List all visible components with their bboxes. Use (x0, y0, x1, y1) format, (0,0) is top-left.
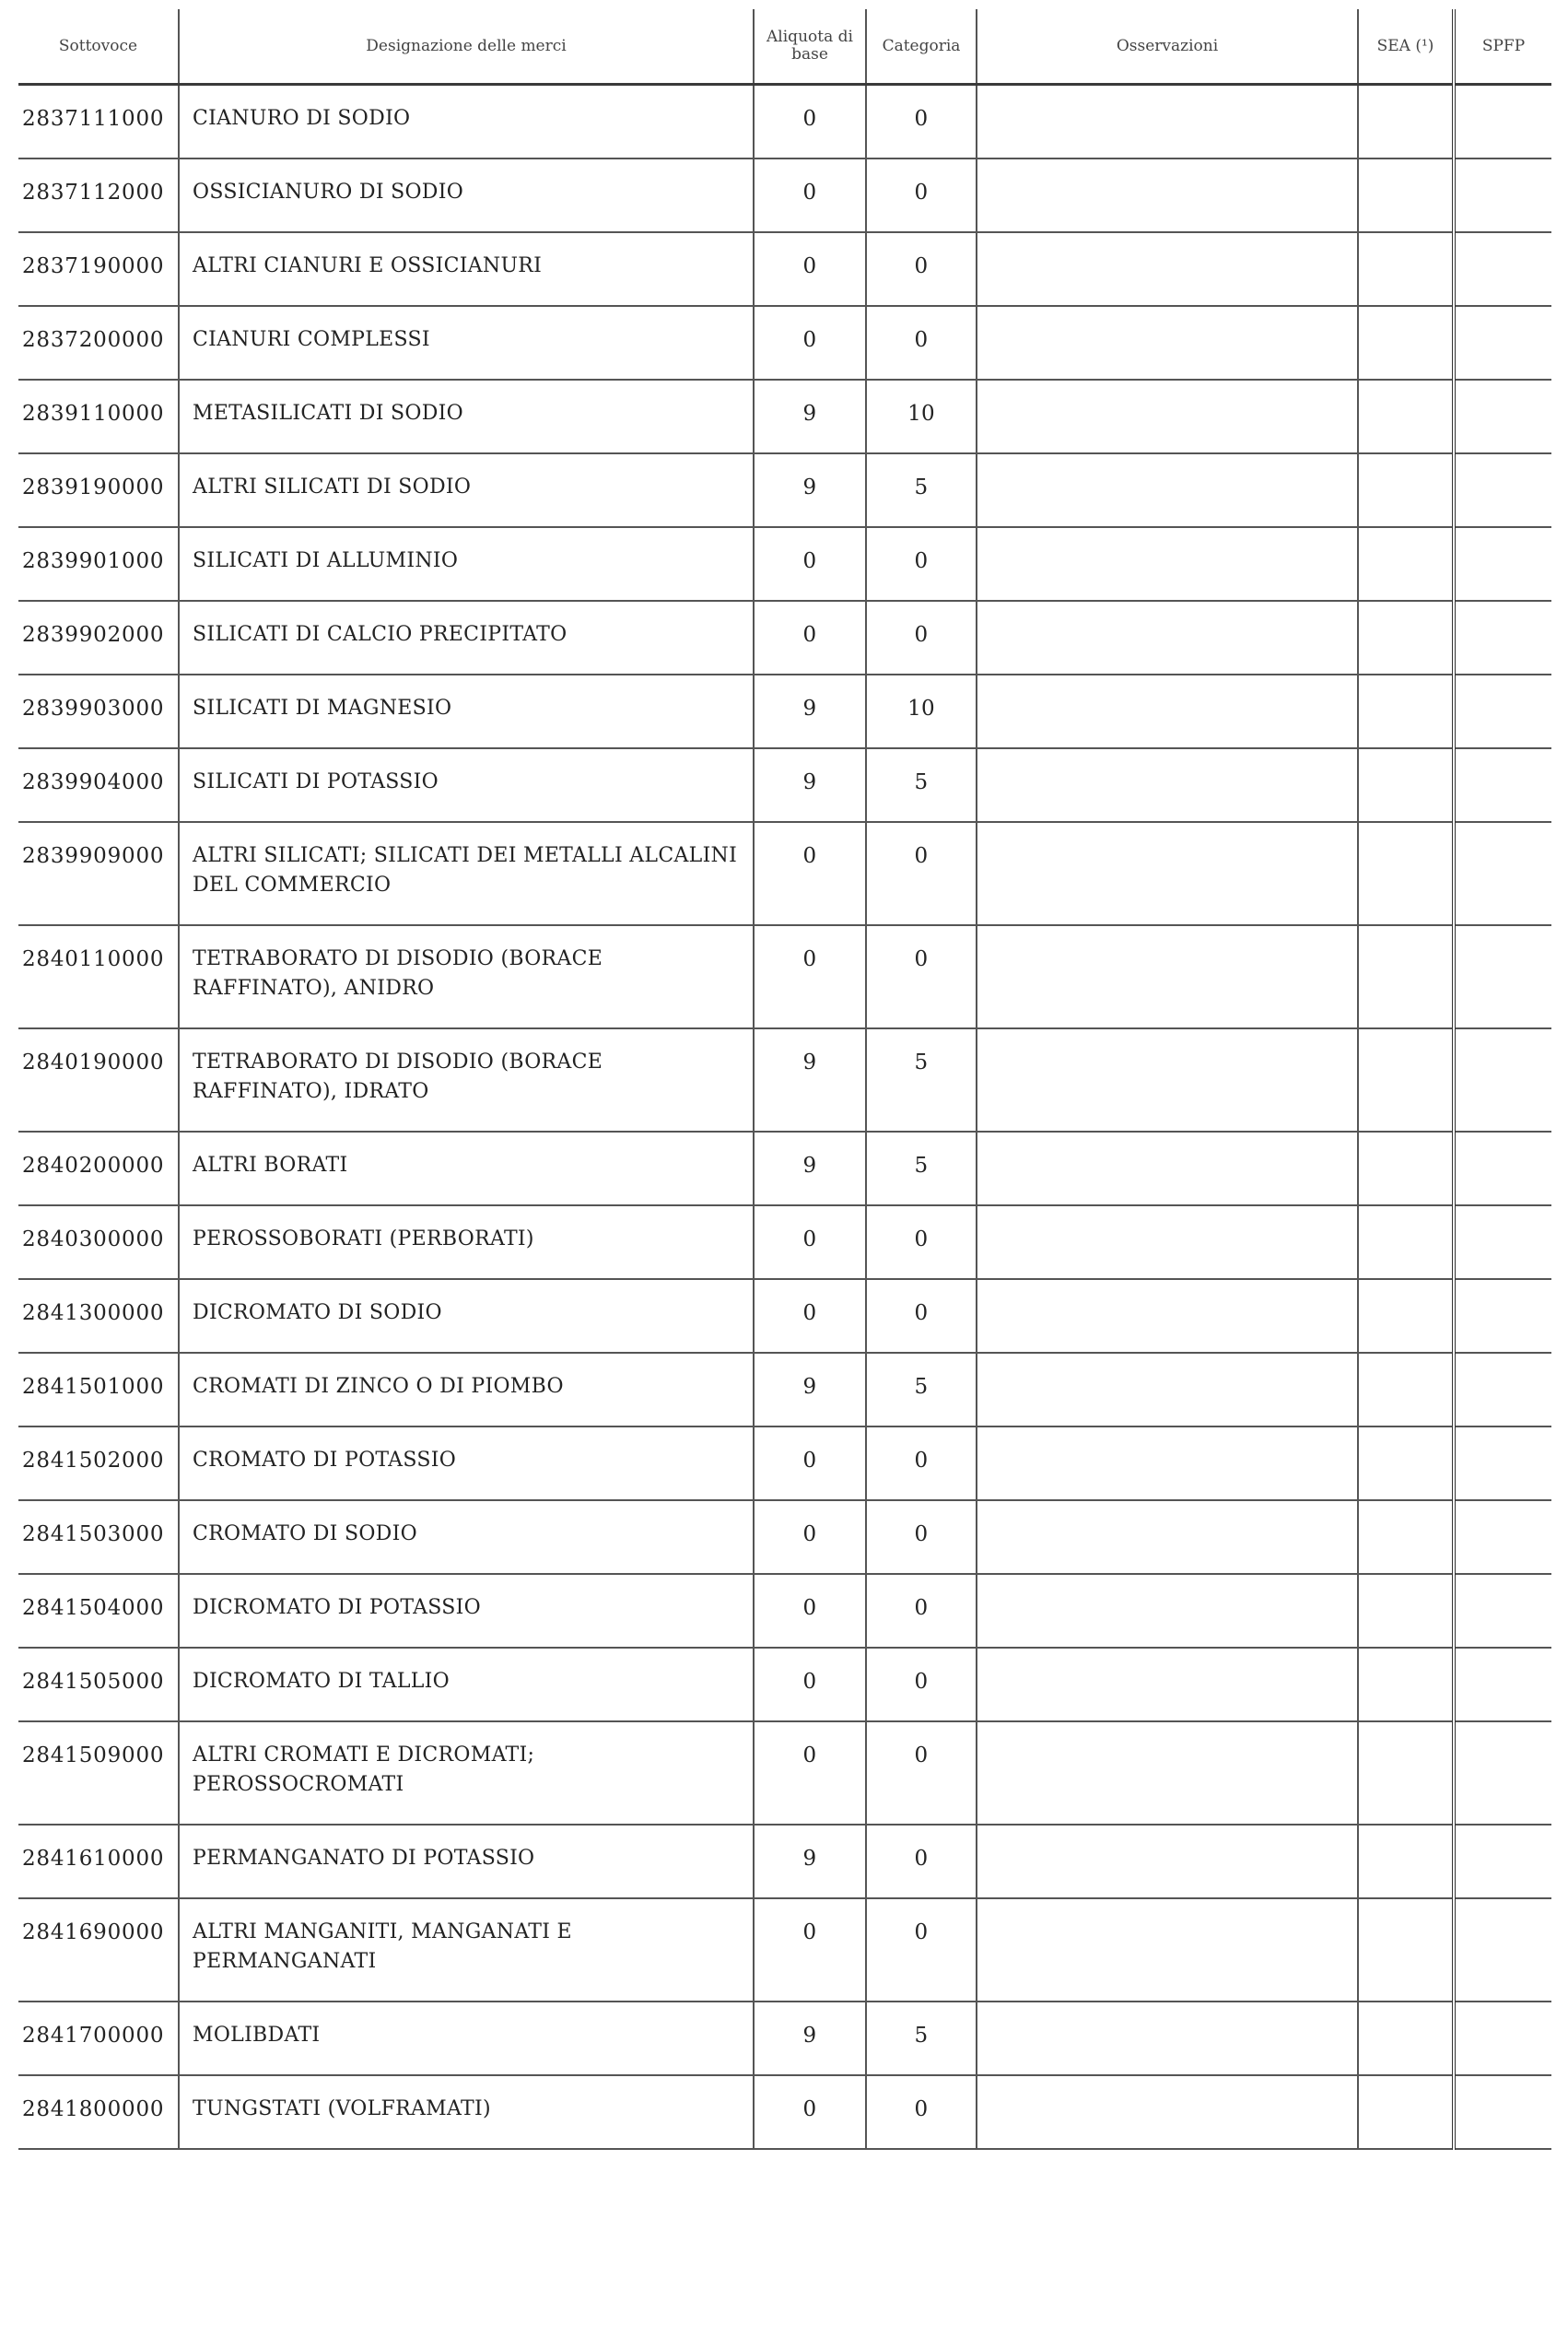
cell-sottovoce: 2841610000 (18, 1825, 179, 1898)
cell-aliquota: 0 (754, 822, 866, 925)
cell-sottovoce: 2839901000 (18, 527, 179, 601)
header-osservazioni: Osservazioni (977, 9, 1358, 85)
header-sottovoce: Sottovoce (18, 9, 179, 85)
cell-designazione: TUNGSTATI (VOLFRAMATI) (179, 2075, 754, 2149)
cell-categoria: 5 (866, 453, 977, 527)
cell-spfp (1454, 85, 1551, 159)
cell-spfp (1454, 1028, 1551, 1132)
cell-spfp (1454, 2002, 1551, 2075)
cell-sea (1358, 1500, 1454, 1574)
table-row (18, 1721, 1551, 1825)
cell-sottovoce: 2841700000 (18, 2002, 179, 2075)
cell-sea (1358, 675, 1454, 748)
cell-spfp (1454, 453, 1551, 527)
cell-sottovoce: 2841501000 (18, 1353, 179, 1426)
cell-categoria: 0 (866, 601, 977, 675)
cell-osservazioni (977, 1426, 1358, 1500)
cell-designazione: DICROMATO DI POTASSIO (179, 1574, 754, 1648)
cell-spfp (1454, 675, 1551, 748)
cell-osservazioni (977, 1500, 1358, 1574)
cell-osservazioni (977, 1279, 1358, 1353)
cell-designazione: ALTRI MANGANITI, MANGANATI E PERMANGANATI (179, 1898, 754, 2002)
cell-categoria: 5 (866, 1353, 977, 1426)
cell-spfp (1454, 822, 1551, 925)
cell-sottovoce: 2840110000 (18, 925, 179, 1028)
cell-categoria: 0 (866, 527, 977, 601)
cell-spfp (1454, 1132, 1551, 1205)
cell-osservazioni (977, 527, 1358, 601)
cell-sottovoce: 2840190000 (18, 1028, 179, 1132)
cell-aliquota: 9 (754, 675, 866, 748)
cell-sea (1358, 453, 1454, 527)
cell-designazione: ALTRI SILICATI DI SODIO (179, 453, 754, 527)
table-row (18, 158, 1551, 232)
header-categoria: Categoria (866, 9, 977, 85)
cell-sottovoce: 2839190000 (18, 453, 179, 527)
cell-aliquota: 0 (754, 925, 866, 1028)
cell-categoria: 0 (866, 1205, 977, 1279)
cell-aliquota: 0 (754, 1279, 866, 1353)
cell-sea (1358, 158, 1454, 232)
cell-categoria: 0 (866, 925, 977, 1028)
cell-categoria: 0 (866, 1574, 977, 1648)
cell-aliquota: 0 (754, 1898, 866, 2002)
cell-osservazioni (977, 2002, 1358, 2075)
table-row (18, 2075, 1551, 2149)
cell-osservazioni (977, 1353, 1358, 1426)
table-row (18, 1500, 1551, 1574)
cell-sea (1358, 1648, 1454, 1721)
table-row (18, 1028, 1551, 1132)
cell-osservazioni (977, 822, 1358, 925)
cell-categoria: 5 (866, 2002, 977, 2075)
cell-sottovoce: 2839904000 (18, 748, 179, 822)
cell-sea (1358, 2075, 1454, 2149)
table-row (18, 380, 1551, 453)
cell-osservazioni (977, 1721, 1358, 1825)
cell-aliquota: 0 (754, 1721, 866, 1825)
cell-sea (1358, 925, 1454, 1028)
cell-spfp (1454, 1825, 1551, 1898)
cell-categoria: 0 (866, 1279, 977, 1353)
cell-osservazioni (977, 1648, 1358, 1721)
cell-sea (1358, 380, 1454, 453)
table-row (18, 1648, 1551, 1721)
cell-aliquota: 0 (754, 158, 866, 232)
cell-osservazioni (977, 85, 1358, 159)
cell-designazione: CROMATI DI ZINCO O DI PIOMBO (179, 1353, 754, 1426)
table-row (18, 1132, 1551, 1205)
cell-osservazioni (977, 1028, 1358, 1132)
cell-osservazioni (977, 306, 1358, 380)
cell-sea (1358, 1205, 1454, 1279)
cell-osservazioni (977, 2075, 1358, 2149)
cell-sottovoce: 2837112000 (18, 158, 179, 232)
cell-categoria: 5 (866, 1028, 977, 1132)
cell-designazione: OSSICIANURO DI SODIO (179, 158, 754, 232)
cell-sea (1358, 1898, 1454, 2002)
cell-aliquota: 0 (754, 1500, 866, 1574)
cell-aliquota: 0 (754, 2075, 866, 2149)
cell-osservazioni (977, 1898, 1358, 2002)
cell-designazione: PEROSSOBORATI (PERBORATI) (179, 1205, 754, 1279)
cell-designazione: MOLIBDATI (179, 2002, 754, 2075)
cell-designazione: CIANURI COMPLESSI (179, 306, 754, 380)
cell-spfp (1454, 748, 1551, 822)
cell-designazione: CIANURO DI SODIO (179, 85, 754, 159)
cell-osservazioni (977, 1574, 1358, 1648)
cell-designazione: SILICATI DI MAGNESIO (179, 675, 754, 748)
cell-osservazioni (977, 1132, 1358, 1205)
cell-categoria: 5 (866, 748, 977, 822)
cell-sottovoce: 2839903000 (18, 675, 179, 748)
cell-sottovoce: 2841502000 (18, 1426, 179, 1500)
cell-spfp (1454, 925, 1551, 1028)
cell-aliquota: 0 (754, 232, 866, 306)
cell-aliquota: 9 (754, 1028, 866, 1132)
cell-spfp (1454, 527, 1551, 601)
cell-designazione: METASILICATI DI SODIO (179, 380, 754, 453)
table-row (18, 1825, 1551, 1898)
cell-osservazioni (977, 675, 1358, 748)
header-aliquota: Aliquota di base (754, 9, 866, 85)
cell-spfp (1454, 1279, 1551, 1353)
tariff-table (18, 9, 1551, 2150)
cell-sottovoce: 2837200000 (18, 306, 179, 380)
cell-aliquota: 0 (754, 1574, 866, 1648)
cell-sottovoce: 2841300000 (18, 1279, 179, 1353)
table-row (18, 453, 1551, 527)
cell-designazione: SILICATI DI POTASSIO (179, 748, 754, 822)
cell-spfp (1454, 1721, 1551, 1825)
cell-sottovoce: 2839902000 (18, 601, 179, 675)
cell-designazione: DICROMATO DI SODIO (179, 1279, 754, 1353)
cell-designazione: SILICATI DI ALLUMINIO (179, 527, 754, 601)
cell-spfp (1454, 1648, 1551, 1721)
cell-aliquota: 9 (754, 1353, 866, 1426)
header-sea: SEA (¹) (1358, 9, 1454, 85)
cell-spfp (1454, 1353, 1551, 1426)
cell-spfp (1454, 1500, 1551, 1574)
cell-osservazioni (977, 925, 1358, 1028)
header-spfp: SPFP (1454, 9, 1551, 85)
cell-designazione: DICROMATO DI TALLIO (179, 1648, 754, 1721)
cell-sea (1358, 1721, 1454, 1825)
cell-sea (1358, 601, 1454, 675)
table-row (18, 1353, 1551, 1426)
cell-categoria: 0 (866, 1426, 977, 1500)
cell-sea (1358, 232, 1454, 306)
table-row (18, 306, 1551, 380)
cell-spfp (1454, 601, 1551, 675)
cell-sottovoce: 2840300000 (18, 1205, 179, 1279)
cell-sea (1358, 306, 1454, 380)
cell-categoria: 0 (866, 1825, 977, 1898)
cell-designazione: TETRABORATO DI DISODIO (BORACE RAFFINATO), ANIDRO (179, 925, 754, 1028)
cell-categoria: 0 (866, 1500, 977, 1574)
cell-aliquota: 0 (754, 601, 866, 675)
cell-aliquota: 9 (754, 1825, 866, 1898)
cell-sottovoce: 2837111000 (18, 85, 179, 159)
table-row (18, 1426, 1551, 1500)
cell-aliquota: 9 (754, 2002, 866, 2075)
cell-sottovoce: 2841690000 (18, 1898, 179, 2002)
table-row (18, 822, 1551, 925)
cell-aliquota: 9 (754, 453, 866, 527)
cell-designazione: ALTRI SILICATI; SILICATI DEI METALLI ALCALINI DEL COMMERCIO (179, 822, 754, 925)
cell-sottovoce: 2840200000 (18, 1132, 179, 1205)
cell-categoria: 0 (866, 822, 977, 925)
cell-spfp (1454, 1898, 1551, 2002)
cell-spfp (1454, 306, 1551, 380)
cell-aliquota: 0 (754, 1426, 866, 1500)
table-row (18, 1574, 1551, 1648)
cell-aliquota: 9 (754, 748, 866, 822)
cell-categoria: 0 (866, 232, 977, 306)
cell-aliquota: 0 (754, 1648, 866, 1721)
table-row (18, 675, 1551, 748)
cell-sea (1358, 1353, 1454, 1426)
cell-categoria: 10 (866, 675, 977, 748)
cell-osservazioni (977, 1205, 1358, 1279)
cell-sottovoce: 2841504000 (18, 1574, 179, 1648)
cell-sea (1358, 1279, 1454, 1353)
header-designazione: Designazione delle merci (179, 9, 754, 85)
table-body (18, 85, 1551, 2150)
cell-designazione: PERMANGANATO DI POTASSIO (179, 1825, 754, 1898)
table-row (18, 1898, 1551, 2002)
cell-osservazioni (977, 380, 1358, 453)
cell-sea (1358, 527, 1454, 601)
cell-designazione: CROMATO DI POTASSIO (179, 1426, 754, 1500)
cell-designazione: TETRABORATO DI DISODIO (BORACE RAFFINATO), IDRATO (179, 1028, 754, 1132)
cell-aliquota: 9 (754, 1132, 866, 1205)
cell-sea (1358, 748, 1454, 822)
cell-osservazioni (977, 601, 1358, 675)
table-row (18, 232, 1551, 306)
table-row (18, 527, 1551, 601)
cell-categoria: 0 (866, 1648, 977, 1721)
cell-designazione: CROMATO DI SODIO (179, 1500, 754, 1574)
cell-sottovoce: 2841503000 (18, 1500, 179, 1574)
cell-sottovoce: 2841800000 (18, 2075, 179, 2149)
cell-sea (1358, 1132, 1454, 1205)
cell-categoria: 0 (866, 85, 977, 159)
cell-designazione: ALTRI CIANURI E OSSICIANURI (179, 232, 754, 306)
cell-sea (1358, 1028, 1454, 1132)
cell-sea (1358, 2002, 1454, 2075)
cell-sea (1358, 1426, 1454, 1500)
table-row (18, 925, 1551, 1028)
cell-aliquota: 9 (754, 380, 866, 453)
cell-sottovoce: 2841509000 (18, 1721, 179, 1825)
table-row (18, 601, 1551, 675)
cell-osservazioni (977, 1825, 1358, 1898)
cell-aliquota: 0 (754, 306, 866, 380)
cell-spfp (1454, 158, 1551, 232)
cell-sea (1358, 822, 1454, 925)
cell-osservazioni (977, 453, 1358, 527)
cell-spfp (1454, 232, 1551, 306)
cell-spfp (1454, 380, 1551, 453)
cell-sea (1358, 1825, 1454, 1898)
cell-osservazioni (977, 232, 1358, 306)
cell-osservazioni (977, 748, 1358, 822)
cell-categoria: 0 (866, 306, 977, 380)
cell-categoria: 10 (866, 380, 977, 453)
cell-sea (1358, 1574, 1454, 1648)
cell-categoria: 0 (866, 158, 977, 232)
cell-spfp (1454, 2075, 1551, 2149)
table-row (18, 1205, 1551, 1279)
cell-categoria: 0 (866, 2075, 977, 2149)
cell-categoria: 0 (866, 1721, 977, 1825)
cell-categoria: 5 (866, 1132, 977, 1205)
cell-sea (1358, 85, 1454, 159)
cell-sottovoce: 2837190000 (18, 232, 179, 306)
cell-sottovoce: 2839909000 (18, 822, 179, 925)
table-header (18, 9, 1551, 85)
cell-sottovoce: 2841505000 (18, 1648, 179, 1721)
table-row (18, 1279, 1551, 1353)
cell-categoria: 0 (866, 1898, 977, 2002)
cell-spfp (1454, 1205, 1551, 1279)
cell-spfp (1454, 1426, 1551, 1500)
table-row (18, 748, 1551, 822)
cell-aliquota: 0 (754, 85, 866, 159)
header-row (18, 9, 1551, 85)
cell-spfp (1454, 1574, 1551, 1648)
cell-designazione: ALTRI CROMATI E DICROMATI; PEROSSOCROMATI (179, 1721, 754, 1825)
cell-osservazioni (977, 158, 1358, 232)
cell-designazione: ALTRI BORATI (179, 1132, 754, 1205)
table-row (18, 85, 1551, 159)
cell-designazione: SILICATI DI CALCIO PRECIPITATO (179, 601, 754, 675)
table-row (18, 2002, 1551, 2075)
cell-aliquota: 0 (754, 527, 866, 601)
cell-aliquota: 0 (754, 1205, 866, 1279)
cell-sottovoce: 2839110000 (18, 380, 179, 453)
